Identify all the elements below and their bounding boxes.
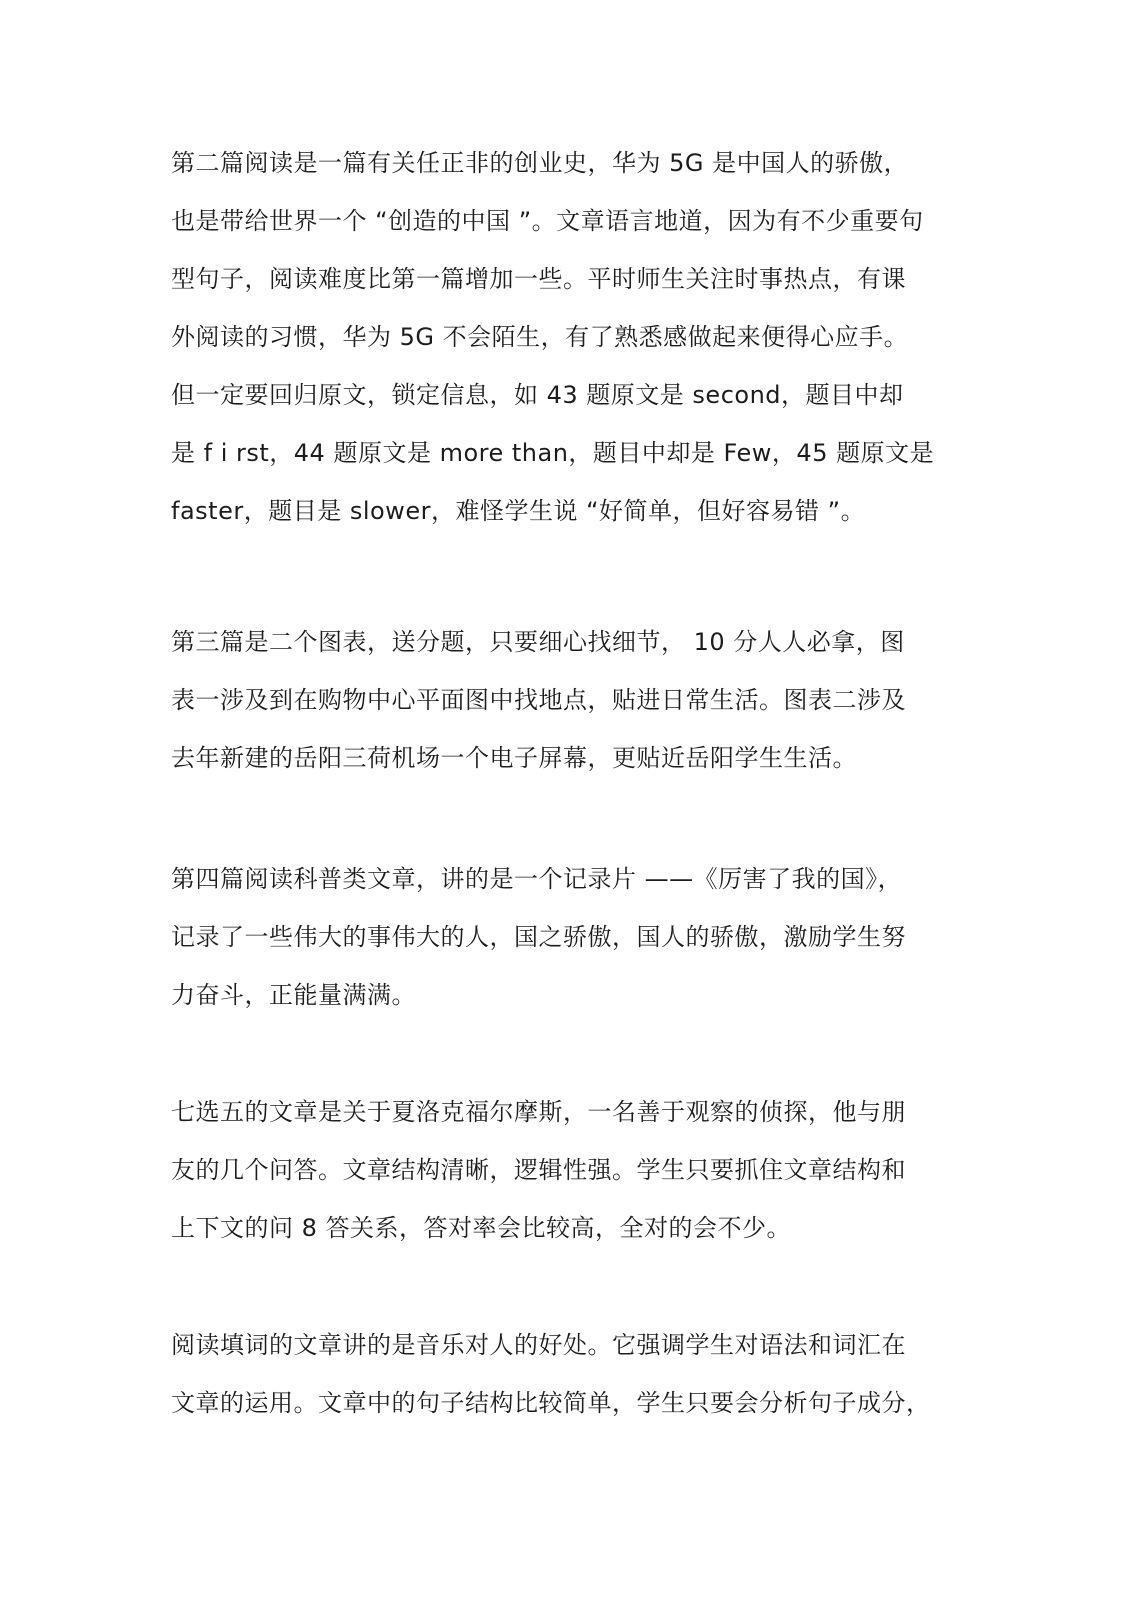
text-line: 七选五的文章是关于夏洛克福尔摩斯，一名善于观察的侦探，他与朋 (171, 1098, 906, 1126)
text-line: 但一定要回归原文，锁定信息，如 43 题原文是 second，题目中却 (171, 381, 904, 409)
text-line: faster，题目是 slower，难怪学生说 “好简单，但好容易错 ”。 (171, 497, 866, 525)
paragraph-seven-choose-five (171, 1083, 906, 1257)
paragraph-fill-in-words (171, 1316, 931, 1432)
paragraph-reading-3 (171, 613, 906, 787)
text-line: 外阅读的习惯，华为 5G 不会陌生，有了熟悉感做起来便得心应手。 (171, 323, 909, 351)
text-line: 第四篇阅读科普类文章，讲的是一个记录片 ——《厉害了我的国》， (171, 865, 903, 893)
text-line: 是 f i rst，44 题原文是 more than，题目中却是 Few，45 题原文是 (171, 439, 935, 467)
text-line: 记录了一些伟大的事伟大的人，国之骄傲，国人的骄傲，激励学生努 (171, 923, 906, 951)
paragraph-reading-2 (171, 134, 934, 540)
paragraph-reading-4 (171, 850, 906, 1024)
text-line: 友的几个问答。文章结构清晰，逻辑性强。学生只要抓住文章结构和 (171, 1156, 906, 1184)
text-line: 阅读填词的文章讲的是音乐对人的好处。它强调学生对语法和词汇在 (171, 1331, 906, 1359)
text-line: 也是带给世界一个 “创造的中国 ”。文章语言地道，因为有不少重要句 (171, 207, 924, 235)
text-line: 上下文的问 8 答关系，答对率会比较高，全对的会不少。 (171, 1214, 792, 1242)
text-line: 第二篇阅读是一篇有关任正非的创业史，华为 5G 是中国人的骄傲， (171, 149, 909, 177)
text-line: 表一涉及到在购物中心平面图中找地点，贴进日常生活。图表二涉及 (171, 686, 906, 714)
text-line: 去年新建的岳阳三荷机场一个电子屏幕，更贴近岳阳学生生活。 (171, 744, 857, 772)
text-line: 第三篇是二个图表，送分题，只要细心找细节， 10 分人人必拿，图 (171, 628, 905, 656)
text-line: 型句子，阅读难度比第一篇增加一些。平时师生关注时事热点，有课 (171, 265, 906, 293)
text-line: 力奋斗，正能量满满。 (171, 981, 416, 1009)
text-line: 文章的运用。文章中的句子结构比较简单，学生只要会分析句子成分， (171, 1389, 931, 1417)
